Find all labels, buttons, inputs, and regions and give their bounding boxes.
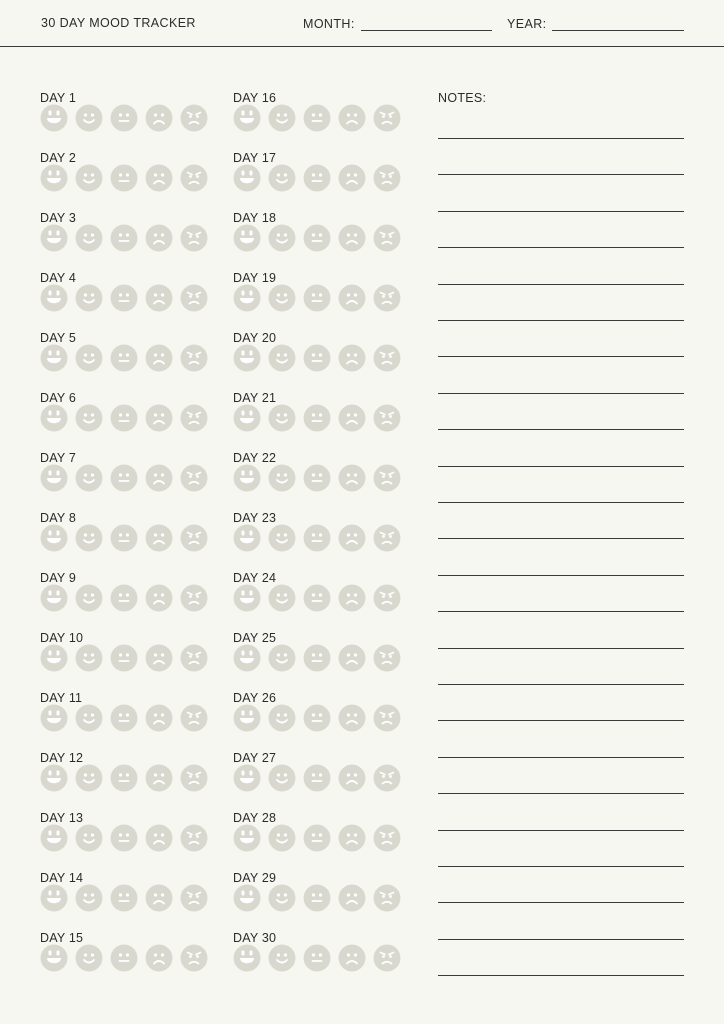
day-entry xyxy=(40,331,220,381)
happy-icon[interactable] xyxy=(75,884,103,912)
month-label: MONTH: xyxy=(303,17,355,31)
very-happy-icon[interactable] xyxy=(233,704,261,732)
day-entry xyxy=(40,571,220,621)
page-title: 30 DAY MOOD TRACKER xyxy=(41,16,196,30)
angry-icon[interactable] xyxy=(180,764,208,792)
note-line[interactable] xyxy=(438,284,684,285)
note-line[interactable] xyxy=(438,866,684,867)
day-label: DAY 29 xyxy=(233,871,277,885)
angry-icon[interactable] xyxy=(180,164,208,192)
sad-icon[interactable] xyxy=(145,704,173,732)
mood-options xyxy=(40,464,220,492)
very-happy-icon[interactable] xyxy=(40,464,68,492)
day-entry xyxy=(40,211,220,261)
very-happy-icon[interactable] xyxy=(40,224,68,252)
happy-icon[interactable] xyxy=(75,524,103,552)
sad-icon[interactable] xyxy=(338,824,366,852)
day-label: DAY 2 xyxy=(40,151,76,165)
happy-icon[interactable] xyxy=(75,404,103,432)
note-line[interactable] xyxy=(438,757,684,758)
day-entry xyxy=(233,811,413,861)
angry-icon[interactable] xyxy=(180,524,208,552)
sad-icon[interactable] xyxy=(145,824,173,852)
mood-options xyxy=(233,704,413,732)
sad-icon[interactable] xyxy=(145,224,173,252)
mood-options xyxy=(233,104,413,132)
day-entry xyxy=(40,931,220,981)
note-line[interactable] xyxy=(438,830,684,831)
very-happy-icon[interactable] xyxy=(233,644,261,672)
neutral-icon[interactable] xyxy=(303,764,331,792)
day-label: DAY 7 xyxy=(40,451,76,465)
sad-icon[interactable] xyxy=(145,764,173,792)
day-entry xyxy=(233,571,413,621)
sad-icon[interactable] xyxy=(145,644,173,672)
neutral-icon[interactable] xyxy=(110,464,138,492)
sad-icon[interactable] xyxy=(338,284,366,312)
neutral-icon[interactable] xyxy=(303,704,331,732)
sad-icon[interactable] xyxy=(338,884,366,912)
day-label: DAY 22 xyxy=(233,451,277,465)
mood-options xyxy=(233,644,413,672)
very-happy-icon[interactable] xyxy=(40,884,68,912)
note-line[interactable] xyxy=(438,575,684,576)
very-happy-icon[interactable] xyxy=(233,464,261,492)
mood-options xyxy=(40,524,220,552)
day-entry xyxy=(233,871,413,921)
sad-icon[interactable] xyxy=(145,524,173,552)
mood-options xyxy=(40,104,220,132)
day-entry xyxy=(233,331,413,381)
mood-options xyxy=(40,224,220,252)
angry-icon[interactable] xyxy=(373,884,401,912)
note-line[interactable] xyxy=(438,720,684,721)
mood-options xyxy=(233,344,413,372)
sad-icon[interactable] xyxy=(145,404,173,432)
note-line[interactable] xyxy=(438,174,684,175)
happy-icon[interactable] xyxy=(75,164,103,192)
sad-icon[interactable] xyxy=(145,284,173,312)
day-label: DAY 12 xyxy=(40,751,84,765)
angry-icon[interactable] xyxy=(180,284,208,312)
angry-icon[interactable] xyxy=(180,704,208,732)
angry-icon[interactable] xyxy=(373,704,401,732)
angry-icon[interactable] xyxy=(373,284,401,312)
day-entry xyxy=(233,631,413,681)
happy-icon[interactable] xyxy=(75,224,103,252)
day-entry xyxy=(40,511,220,561)
note-line[interactable] xyxy=(438,356,684,357)
neutral-icon[interactable] xyxy=(110,164,138,192)
sad-icon[interactable] xyxy=(338,404,366,432)
day-label: DAY 11 xyxy=(40,691,83,705)
day-entry xyxy=(40,691,220,741)
happy-icon[interactable] xyxy=(75,104,103,132)
happy-icon[interactable] xyxy=(75,584,103,612)
neutral-icon[interactable] xyxy=(303,944,331,972)
happy-icon[interactable] xyxy=(268,224,296,252)
year-label: YEAR: xyxy=(507,17,547,31)
happy-icon[interactable] xyxy=(75,344,103,372)
neutral-icon[interactable] xyxy=(303,884,331,912)
angry-icon[interactable] xyxy=(373,404,401,432)
happy-icon[interactable] xyxy=(268,164,296,192)
note-line[interactable] xyxy=(438,648,684,649)
sad-icon[interactable] xyxy=(338,704,366,732)
day-entry xyxy=(233,91,413,141)
happy-icon[interactable] xyxy=(75,464,103,492)
day-entry xyxy=(40,631,220,681)
neutral-icon[interactable] xyxy=(110,344,138,372)
note-line[interactable] xyxy=(438,975,684,976)
mood-options xyxy=(40,344,220,372)
day-label: DAY 1 xyxy=(40,91,76,105)
day-entry xyxy=(233,511,413,561)
happy-icon[interactable] xyxy=(268,704,296,732)
sad-icon[interactable] xyxy=(145,884,173,912)
mood-options xyxy=(233,164,413,192)
neutral-icon[interactable] xyxy=(110,404,138,432)
neutral-icon[interactable] xyxy=(303,584,331,612)
day-entry xyxy=(40,871,220,921)
happy-icon[interactable] xyxy=(268,284,296,312)
angry-icon[interactable] xyxy=(373,224,401,252)
note-line[interactable] xyxy=(438,138,684,139)
mood-options xyxy=(40,944,220,972)
note-line[interactable] xyxy=(438,793,684,794)
very-happy-icon[interactable] xyxy=(40,944,68,972)
day-label: DAY 6 xyxy=(40,391,76,405)
angry-icon[interactable] xyxy=(373,104,401,132)
mood-options xyxy=(233,764,413,792)
note-line[interactable] xyxy=(438,429,684,430)
mood-options xyxy=(40,884,220,912)
day-entry xyxy=(40,91,220,141)
neutral-icon[interactable] xyxy=(110,584,138,612)
angry-icon[interactable] xyxy=(373,764,401,792)
sad-icon[interactable] xyxy=(338,644,366,672)
day-label: DAY 17 xyxy=(233,151,277,165)
day-label: DAY 15 xyxy=(40,931,84,945)
sad-icon[interactable] xyxy=(338,344,366,372)
neutral-icon[interactable] xyxy=(110,884,138,912)
day-entry xyxy=(233,451,413,501)
happy-icon[interactable] xyxy=(268,464,296,492)
very-happy-icon[interactable] xyxy=(233,824,261,852)
neutral-icon[interactable] xyxy=(303,224,331,252)
very-happy-icon[interactable] xyxy=(233,344,261,372)
very-happy-icon[interactable] xyxy=(40,824,68,852)
mood-options xyxy=(40,704,220,732)
angry-icon[interactable] xyxy=(180,344,208,372)
happy-icon[interactable] xyxy=(268,104,296,132)
sad-icon[interactable] xyxy=(145,584,173,612)
neutral-icon[interactable] xyxy=(303,344,331,372)
neutral-icon[interactable] xyxy=(110,764,138,792)
day-label: DAY 20 xyxy=(233,331,277,345)
happy-icon[interactable] xyxy=(268,764,296,792)
neutral-icon[interactable] xyxy=(303,824,331,852)
happy-icon[interactable] xyxy=(75,704,103,732)
neutral-icon[interactable] xyxy=(110,944,138,972)
angry-icon[interactable] xyxy=(373,524,401,552)
day-label: DAY 23 xyxy=(233,511,277,525)
happy-icon[interactable] xyxy=(268,884,296,912)
very-happy-icon[interactable] xyxy=(233,884,261,912)
angry-icon[interactable] xyxy=(373,344,401,372)
day-entry xyxy=(233,931,413,981)
very-happy-icon[interactable] xyxy=(40,284,68,312)
day-label: DAY 21 xyxy=(233,391,277,405)
day-label: DAY 16 xyxy=(233,91,277,105)
very-happy-icon[interactable] xyxy=(40,164,68,192)
mood-options xyxy=(40,824,220,852)
happy-icon[interactable] xyxy=(75,764,103,792)
day-label: DAY 10 xyxy=(40,631,84,645)
neutral-icon[interactable] xyxy=(303,284,331,312)
day-entry xyxy=(40,451,220,501)
angry-icon[interactable] xyxy=(180,464,208,492)
neutral-icon[interactable] xyxy=(303,104,331,132)
year-field[interactable] xyxy=(552,30,684,31)
sad-icon[interactable] xyxy=(145,164,173,192)
note-line[interactable] xyxy=(438,538,684,539)
neutral-icon[interactable] xyxy=(110,284,138,312)
angry-icon[interactable] xyxy=(180,944,208,972)
note-line[interactable] xyxy=(438,466,684,467)
note-line[interactable] xyxy=(438,684,684,685)
note-line[interactable] xyxy=(438,502,684,503)
sad-icon[interactable] xyxy=(338,104,366,132)
happy-icon[interactable] xyxy=(75,944,103,972)
happy-icon[interactable] xyxy=(268,524,296,552)
sad-icon[interactable] xyxy=(145,464,173,492)
mood-options xyxy=(233,524,413,552)
sad-icon[interactable] xyxy=(338,584,366,612)
mood-options xyxy=(233,944,413,972)
note-line[interactable] xyxy=(438,211,684,212)
day-entry xyxy=(233,151,413,201)
angry-icon[interactable] xyxy=(180,584,208,612)
very-happy-icon[interactable] xyxy=(233,584,261,612)
day-entry xyxy=(40,151,220,201)
day-label: DAY 30 xyxy=(233,931,277,945)
happy-icon[interactable] xyxy=(268,944,296,972)
neutral-icon[interactable] xyxy=(110,644,138,672)
day-label: DAY 14 xyxy=(40,871,84,885)
sad-icon[interactable] xyxy=(338,764,366,792)
note-line[interactable] xyxy=(438,393,684,394)
very-happy-icon[interactable] xyxy=(40,704,68,732)
neutral-icon[interactable] xyxy=(303,524,331,552)
day-entry xyxy=(40,391,220,441)
note-line[interactable] xyxy=(438,902,684,903)
very-happy-icon[interactable] xyxy=(233,764,261,792)
neutral-icon[interactable] xyxy=(110,524,138,552)
note-line[interactable] xyxy=(438,320,684,321)
mood-options xyxy=(233,584,413,612)
note-line[interactable] xyxy=(438,247,684,248)
happy-icon[interactable] xyxy=(268,344,296,372)
sad-icon[interactable] xyxy=(145,944,173,972)
sad-icon[interactable] xyxy=(338,224,366,252)
very-happy-icon[interactable] xyxy=(40,344,68,372)
mood-options xyxy=(233,404,413,432)
day-label: DAY 19 xyxy=(233,271,277,285)
mood-options xyxy=(233,224,413,252)
angry-icon[interactable] xyxy=(373,584,401,612)
angry-icon[interactable] xyxy=(373,164,401,192)
very-happy-icon[interactable] xyxy=(233,164,261,192)
day-entry xyxy=(233,211,413,261)
note-line[interactable] xyxy=(438,939,684,940)
very-happy-icon[interactable] xyxy=(233,104,261,132)
day-label: DAY 25 xyxy=(233,631,277,645)
day-entry xyxy=(233,751,413,801)
mood-options xyxy=(233,284,413,312)
very-happy-icon[interactable] xyxy=(40,584,68,612)
happy-icon[interactable] xyxy=(75,644,103,672)
month-field[interactable] xyxy=(361,30,492,31)
day-label: DAY 24 xyxy=(233,571,277,585)
header xyxy=(0,0,724,47)
day-entry xyxy=(40,271,220,321)
notes-label: NOTES: xyxy=(438,91,487,105)
angry-icon[interactable] xyxy=(373,944,401,972)
day-entry xyxy=(233,271,413,321)
day-entry xyxy=(233,691,413,741)
angry-icon[interactable] xyxy=(180,824,208,852)
mood-options xyxy=(40,644,220,672)
very-happy-icon[interactable] xyxy=(233,224,261,252)
very-happy-icon[interactable] xyxy=(40,524,68,552)
day-label: DAY 4 xyxy=(40,271,76,285)
sad-icon[interactable] xyxy=(145,344,173,372)
very-happy-icon[interactable] xyxy=(40,644,68,672)
very-happy-icon[interactable] xyxy=(40,404,68,432)
happy-icon[interactable] xyxy=(268,584,296,612)
sad-icon[interactable] xyxy=(338,464,366,492)
neutral-icon[interactable] xyxy=(303,404,331,432)
day-entry xyxy=(233,391,413,441)
sad-icon[interactable] xyxy=(338,164,366,192)
very-happy-icon[interactable] xyxy=(233,524,261,552)
neutral-icon[interactable] xyxy=(303,164,331,192)
neutral-icon[interactable] xyxy=(303,464,331,492)
angry-icon[interactable] xyxy=(373,464,401,492)
mood-options xyxy=(40,764,220,792)
day-label: DAY 13 xyxy=(40,811,84,825)
day-label: DAY 9 xyxy=(40,571,76,585)
very-happy-icon[interactable] xyxy=(40,764,68,792)
very-happy-icon[interactable] xyxy=(233,284,261,312)
neutral-icon[interactable] xyxy=(110,704,138,732)
mood-options xyxy=(40,404,220,432)
neutral-icon[interactable] xyxy=(303,644,331,672)
sad-icon[interactable] xyxy=(338,524,366,552)
happy-icon[interactable] xyxy=(268,824,296,852)
sad-icon[interactable] xyxy=(145,104,173,132)
day-label: DAY 27 xyxy=(233,751,277,765)
angry-icon[interactable] xyxy=(180,404,208,432)
day-label: DAY 18 xyxy=(233,211,277,225)
angry-icon[interactable] xyxy=(180,644,208,672)
angry-icon[interactable] xyxy=(180,104,208,132)
note-line[interactable] xyxy=(438,611,684,612)
angry-icon[interactable] xyxy=(373,644,401,672)
angry-icon[interactable] xyxy=(180,224,208,252)
mood-options xyxy=(233,464,413,492)
mood-options xyxy=(233,824,413,852)
day-entry xyxy=(40,751,220,801)
happy-icon[interactable] xyxy=(75,284,103,312)
mood-options xyxy=(40,164,220,192)
happy-icon[interactable] xyxy=(268,404,296,432)
happy-icon[interactable] xyxy=(268,644,296,672)
sad-icon[interactable] xyxy=(338,944,366,972)
day-label: DAY 8 xyxy=(40,511,76,525)
neutral-icon[interactable] xyxy=(110,104,138,132)
mood-options xyxy=(40,584,220,612)
very-happy-icon[interactable] xyxy=(233,404,261,432)
day-label: DAY 3 xyxy=(40,211,76,225)
angry-icon[interactable] xyxy=(180,884,208,912)
angry-icon[interactable] xyxy=(373,824,401,852)
mood-options xyxy=(233,884,413,912)
day-label: DAY 28 xyxy=(233,811,277,825)
happy-icon[interactable] xyxy=(75,824,103,852)
neutral-icon[interactable] xyxy=(110,224,138,252)
day-label: DAY 5 xyxy=(40,331,76,345)
neutral-icon[interactable] xyxy=(110,824,138,852)
very-happy-icon[interactable] xyxy=(233,944,261,972)
very-happy-icon[interactable] xyxy=(40,104,68,132)
day-label: DAY 26 xyxy=(233,691,277,705)
day-entry xyxy=(40,811,220,861)
mood-options xyxy=(40,284,220,312)
